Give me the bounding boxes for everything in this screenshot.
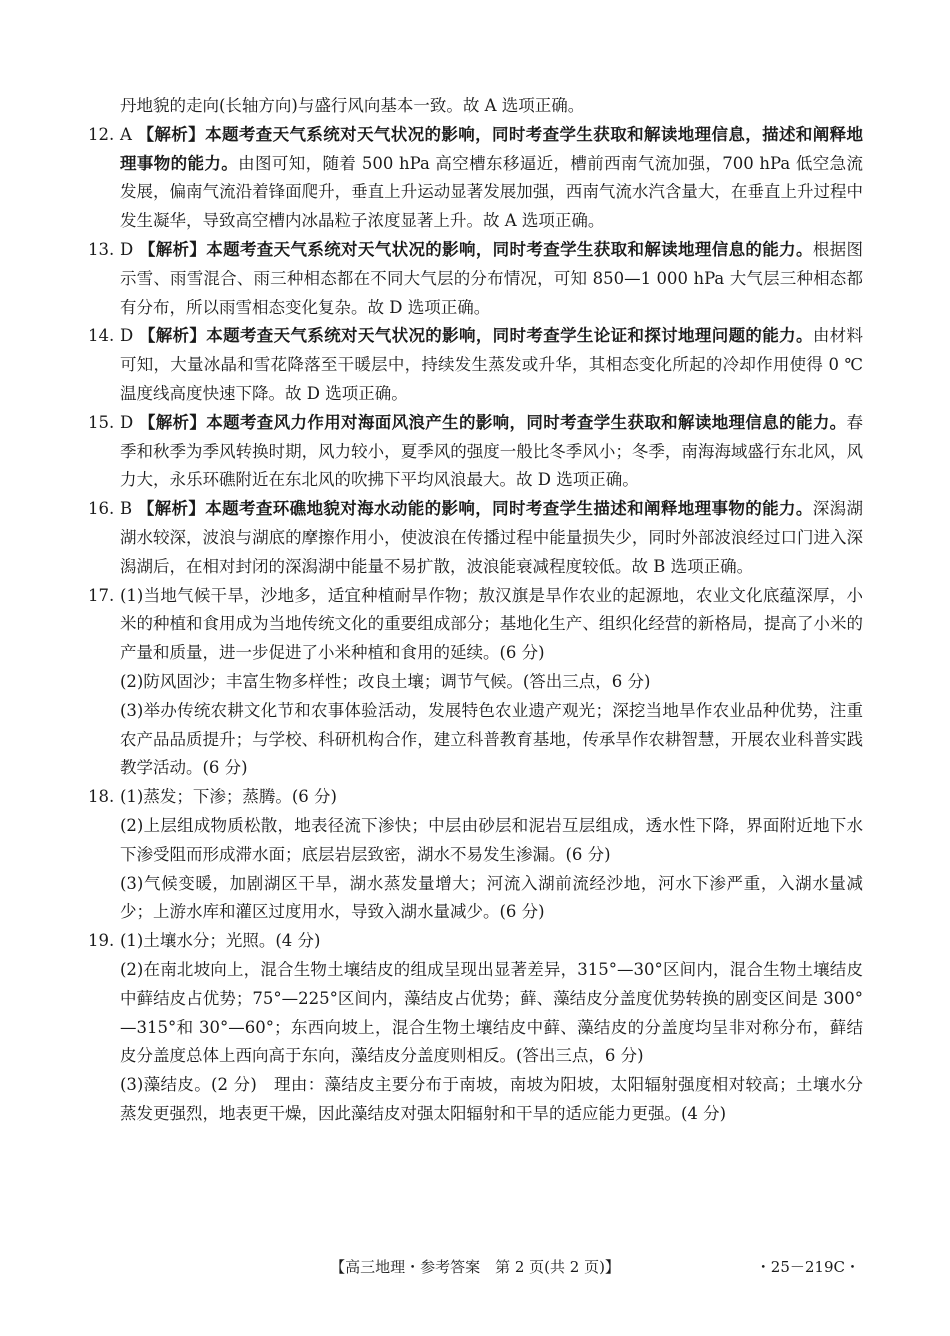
analysis-text: 春季和秋季为季风转换时期，风力较小，夏季风的强度一般比冬季风小；冬季，南海海域盛行东北风，风力大，永乐环礁附近在东北风的吹拂下平均风浪最大。故 D 选项正确。 — [120, 412, 864, 490]
sub-answer-2: (2)在南北坡向上，混合生物土壤结皮的组成呈现出显著差异，315°—30°区间内，混合生物土壤结皮中藓结皮占优势；75°—225°区间内，藻结皮占优势；藓、藻结皮分盖度优势转换的剧变区间是 300°—315°和 30°—60°；东西向坡上，混合生物土壤结皮中藓、藻结皮的分盖度均呈非对称分布，藓结皮分盖度总体上西向高于东向，藻结皮分盖度则相反。(答出三点，6 分) — [120, 959, 863, 1066]
item-answer: D — [120, 326, 134, 346]
item-answer: D — [120, 412, 134, 432]
item-number: 16. — [88, 499, 115, 519]
sub-answer-3: (3)藻结皮。(2 分) 理由：藻结皮主要分布于南坡，南坡为阳坡，太阳辐射强度相对较高；土壤水分蒸发更强烈，地表更干燥，因此藻结皮对强太阳辐射和干旱的适应能力更强。(4 分) — [120, 1075, 863, 1123]
analysis-focus: 本题考查环礁地貌对海水动能的影响，同时考查学生描述和阐释地理事物的能力。 — [205, 499, 813, 519]
answer-item-16 — [88, 495, 863, 581]
sub-answer-3: (3)举办传统农耕文化节和农事体验活动，发展特色农业遗产观光；深挖当地旱作农业品种优势，注重农产品品质提升；与学校、科研机构合作，建立科普教育基地，传承旱作农耕智慧，开展农业科普实践教学活动。(6 分) — [120, 700, 863, 778]
item-body — [120, 783, 863, 927]
analysis-focus: 本题考查天气系统对天气状况的影响，同时考查学生获取和解读地理信息，描述和阐释地理事物的能力。 — [120, 124, 864, 173]
analysis-focus: 本题考查天气系统对天气状况的影响，同时考查学生论证和探讨地理问题的能力。 — [206, 326, 813, 346]
sub-answer-2: (2)上层组成物质松散，地表径流下渗快；中层由砂层和泥岩互层组成，透水性下降，界面附近地下水下渗受阻而形成滞水面；底层岩层致密，湖水不易发生渗漏。(6 分) — [120, 815, 863, 864]
item-number: 19. — [88, 931, 115, 951]
item-body — [120, 121, 863, 236]
analysis-tag: 【解析】 — [138, 412, 207, 432]
item-answer: D — [120, 239, 134, 259]
item-body — [120, 236, 863, 322]
analysis-text: 深潟湖湖水较深，波浪与湖底的摩擦作用小，使波浪在传播过程中能量损失少，同时外部波浪经过口门进入深潟湖后，在相对封闭的深潟湖中能量不易扩散，波浪能衰减程度较低。故 B 选项正确。 — [120, 499, 864, 576]
answer-item-19 — [88, 927, 863, 1129]
answer-item-18 — [88, 783, 863, 927]
item-body — [120, 409, 863, 495]
answer-item-13 — [88, 236, 863, 322]
analysis-text: 由图可知，随着 500 hPa 高空槽东移逼近，槽前西南气流加强，700 hPa 低空急流发展，偏南气流沿着锋面爬升，垂直上升运动显著发展加强，西南气流水汽含量大，在垂直上升过程中发生凝华，导致高空槽内冰晶粒子浓度显著上升。故 A 选项正确。 — [120, 153, 863, 231]
item-number: 15. — [88, 412, 115, 432]
sub-answer-3: (3)气候变暖，加剧湖区干旱，湖水蒸发量增大；河流入湖前流经沙地，河水下渗严重，入湖水量减少；上游水库和灌区过度用水，导致入湖水量减少。(6 分) — [120, 873, 863, 922]
answer-item-17 — [88, 582, 863, 784]
item-number: 17. — [88, 585, 115, 605]
item-number: 18. — [88, 787, 115, 807]
item-number: 12. — [88, 124, 115, 144]
footer-code: ・25－219C・ — [755, 1258, 860, 1276]
answer-item-15 — [88, 409, 863, 495]
analysis-tag: 【解析】 — [138, 239, 207, 259]
sub-answer-2: (2)防风固沙；丰富生物多样性；改良土壤；调节气候。(答出三点，6 分) — [120, 671, 651, 691]
answer-item-12 — [88, 121, 863, 236]
analysis-focus: 本题考查天气系统对天气状况的影响，同时考查学生获取和解读地理信息的能力。 — [206, 239, 813, 259]
analysis-tag: 【解析】 — [137, 124, 206, 144]
sub-answer-1: (1)当地气候干旱，沙地多，适宜种植耐旱作物；敖汉旗是旱作农业的起源地，农业文化底蕴深厚，小米的种植和食用成为当地传统文化的重要组成部分；基地化生产、组织化经营的新格局，提高了小米的产量和质量，进一步促进了小米种植和食用的延续。(6 分) — [120, 585, 863, 663]
analysis-text: 根据图示雪、雨雪混合、雨三种相态都在不同大气层的分布情况，可知 850—1 000 hPa 大气层三种相态都有分布，所以雨雪相态变化复杂。故 D 选项正确。 — [120, 239, 864, 317]
answer-content — [88, 92, 863, 1129]
sub-answer-1: (1)土壤水分；光照。(4 分) — [120, 931, 321, 951]
item-body — [120, 322, 863, 408]
item-number: 13. — [88, 239, 115, 259]
item-answer: A — [120, 124, 132, 144]
analysis-tag: 【解析】 — [137, 499, 206, 519]
analysis-tag: 【解析】 — [138, 326, 207, 346]
item-body — [120, 927, 863, 1129]
analysis-focus: 本题考查风力作用对海面风浪产生的影响，同时考查学生获取和解读地理信息的能力。 — [206, 412, 847, 432]
footer-title: 【高三地理・参考答案 第 2 页(共 2 页)】 — [330, 1258, 620, 1276]
analysis-text: 由材料可知，大量冰晶和雪花降落至干暖层中，持续发生蒸发或升华，其相态变化所起的冷却作用使得 0 ℃温度线高度快速下降。故 D 选项正确。 — [120, 326, 864, 403]
intro-line: 丹地貌的走向(长轴方向)与盛行风向基本一致。故 A 选项正确。 — [120, 96, 585, 115]
item-body — [120, 582, 863, 784]
sub-answer-1: (1)蒸发；下渗；蒸腾。(6 分) — [120, 787, 337, 807]
item-answer: B — [120, 499, 133, 519]
answer-item-14 — [88, 322, 863, 408]
item-body — [120, 495, 863, 581]
item-number: 14. — [88, 326, 115, 346]
